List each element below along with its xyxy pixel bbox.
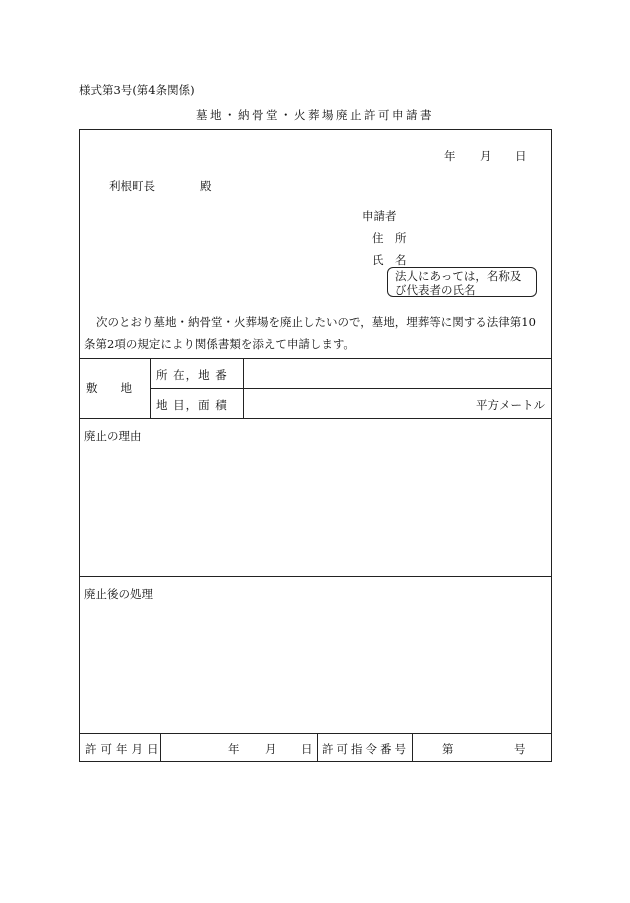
divider-footer-2: [317, 733, 318, 761]
site-label: 敷 地: [86, 381, 132, 395]
corp-note-line2: び代表者の氏名: [395, 283, 476, 297]
date-year-label: 年: [444, 149, 456, 163]
date-day-label: 日: [515, 149, 527, 163]
divider-reason-bottom: [80, 576, 551, 577]
footer-month-label: 月: [265, 742, 277, 756]
divider-site-bottom: [80, 418, 551, 419]
permit-date-label: 許可年月日: [85, 742, 163, 756]
applicant-heading: 申請者: [362, 209, 397, 223]
site-area-unit: 平方メートル: [476, 398, 545, 412]
number-suffix: 号: [514, 742, 526, 756]
document-title: 墓地・納骨堂・火葬場廃止許可申請書: [196, 108, 434, 122]
corp-note-line1: 法人にあっては，名称及: [395, 269, 522, 283]
form-number: 様式第3号(第4条関係): [79, 83, 195, 97]
addressee-honorific: 殿: [200, 179, 212, 193]
applicant-address-label: 住 所: [372, 231, 407, 245]
site-location-label: 所 在，地 番: [156, 368, 228, 382]
applicant-name-label: 氏 名: [372, 253, 407, 267]
number-prefix: 第: [442, 742, 454, 756]
footer-year-label: 年: [228, 742, 240, 756]
after-disposal-label: 廃止後の処理: [84, 587, 153, 601]
site-category-label: 地 目，面 積: [156, 398, 228, 412]
permit-number-label: 許可指令番号: [322, 742, 409, 756]
divider-footer-3: [412, 733, 413, 761]
divider-footer-top: [80, 733, 551, 734]
reason-label: 廃止の理由: [84, 429, 142, 443]
footer-day-label: 日: [301, 742, 313, 756]
date-month-label: 月: [480, 149, 492, 163]
body-text-line1: 次のとおり墓地・納骨堂・火葬場を廃止したいので，墓地，埋葬等に関する法律第10: [96, 315, 536, 329]
addressee-name: 利根町長: [109, 179, 155, 193]
divider-site-middle: [150, 388, 551, 389]
application-form: [79, 129, 552, 762]
body-text-line2: 条第2項の規定により関係書類を添えて申請します。: [84, 337, 355, 351]
